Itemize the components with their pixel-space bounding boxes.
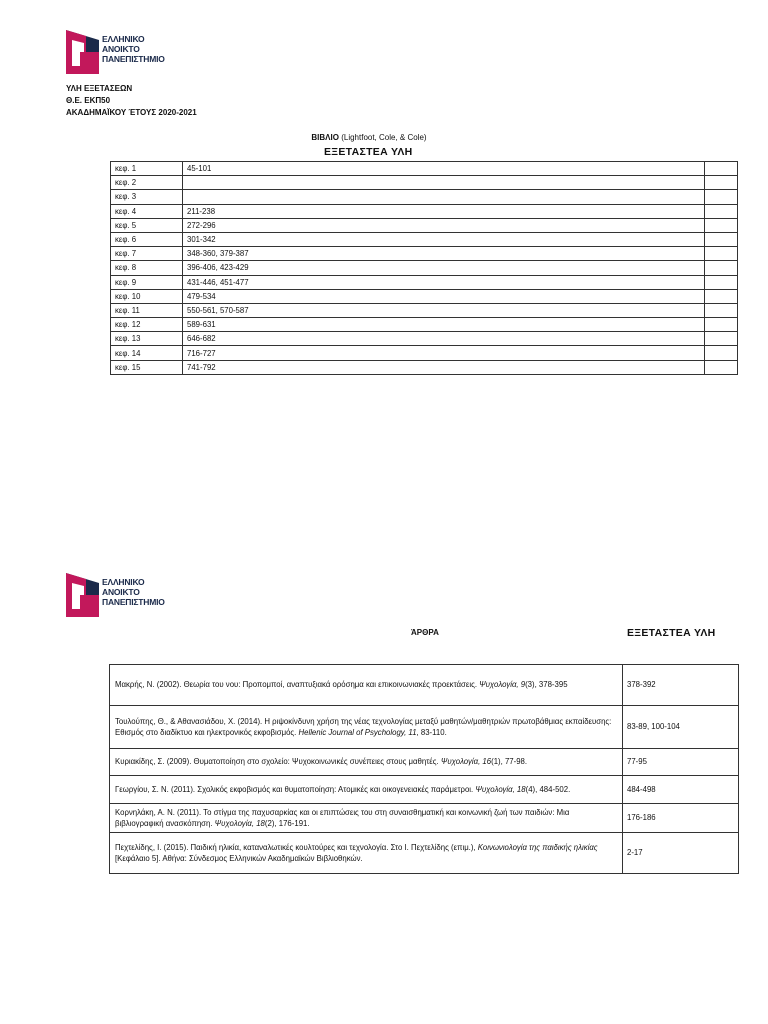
- reference-cell: [110, 833, 623, 874]
- chapter-cell: κεφ. 6: [111, 232, 183, 246]
- reference-suffix: (4), 484-502.: [525, 784, 571, 794]
- book-title: [0, 133, 738, 142]
- table-row: [111, 247, 738, 261]
- chapter-cell: κεφ. 8: [111, 261, 183, 275]
- pages-cell: 431-446, 451-477: [183, 275, 705, 289]
- table-row: [111, 275, 738, 289]
- reference-text: Πεχτελίδης, Ι. (2015). Παιδική ηλικία, καταναλωτικές κουλτούρες και τεχνολογία. Στο Ι. Πεχτελίδης (επιμ.),: [115, 842, 478, 852]
- pages-cell: 646-682: [183, 332, 705, 346]
- empty-cell: [705, 332, 738, 346]
- empty-cell: [705, 275, 738, 289]
- reference-suffix: [Κεφάλαιο 5]. Αθήνα: Σύνδεσμος Ελληνικών Ακαδημαϊκών Βιβλιοθηκών.: [115, 854, 363, 863]
- pages-cell: 589-631: [183, 318, 705, 332]
- chapters-table: [110, 161, 738, 375]
- empty-cell: [705, 204, 738, 218]
- pages-cell: 176-186: [623, 804, 739, 833]
- table-row: [111, 204, 738, 218]
- empty-cell: [705, 346, 738, 360]
- pages-cell: 77-95: [623, 749, 739, 776]
- logo-line-2: ΑΝΟΙΚΤΟ: [102, 587, 140, 597]
- chapter-cell: κεφ. 13: [111, 332, 183, 346]
- table-row: [111, 232, 738, 246]
- pages-cell: 211-238: [183, 204, 705, 218]
- reference-suffix: (2), 176-191.: [264, 819, 310, 828]
- eap-logo-icon: [66, 573, 99, 617]
- chapter-cell: κεφ. 14: [111, 346, 183, 360]
- table-row: [110, 804, 739, 833]
- reference-text: Μακρής, Ν. (2002). Θεωρία του νου: Προπομποί, αναπτυξιακά ορόσημα και επικοινωνιακές προεκτάσεις.: [115, 680, 480, 690]
- header-line-2: Θ.Ε. ΕΚΠ50: [66, 96, 111, 105]
- empty-cell: [705, 303, 738, 317]
- logo-line-1: ΕΛΛΗΝΙΚΟ: [102, 577, 145, 587]
- pages-cell: 45-101: [183, 162, 705, 176]
- table-row: [111, 346, 738, 360]
- university-logo-2: [66, 573, 165, 617]
- chapter-cell: κεφ. 3: [111, 190, 183, 204]
- reference-journal: Ψυχολογία, 18: [214, 819, 265, 828]
- chapter-cell: κεφ. 1: [111, 162, 183, 176]
- logo-line-1: ΕΛΛΗΝΙΚΟ: [102, 34, 145, 44]
- table-row: [111, 318, 738, 332]
- chapter-cell: κεφ. 2: [111, 176, 183, 190]
- reference-text: Γεωργίου, Σ. Ν. (2011). Σχολικός εκφοβισμός και θυματοποίηση: Ατομικές και οικογενειακές παράμετροι.: [115, 784, 476, 794]
- empty-cell: [705, 232, 738, 246]
- exam-title-articles: ΕΞΕΤΑΣΤΕΑ ΥΛΗ: [627, 627, 716, 639]
- table-row: [111, 218, 738, 232]
- table-row: [110, 776, 739, 804]
- reference-journal: Ψυχολογία, 9: [479, 680, 526, 690]
- reference-cell: [110, 706, 623, 749]
- exam-title-book: ΕΞΕΤΑΣΤΕΑ ΥΛΗ: [324, 146, 413, 158]
- reference-cell: [110, 665, 623, 706]
- document-header: [66, 83, 197, 119]
- pages-cell: 301-342: [183, 232, 705, 246]
- reference-suffix: (1), 77-98.: [491, 757, 528, 767]
- table-row: [111, 176, 738, 190]
- reference-journal: Ψυχολογία, 16: [440, 757, 492, 767]
- chapter-cell: κεφ. 9: [111, 275, 183, 289]
- pages-cell: 484-498: [623, 776, 739, 804]
- reference-cell: [110, 749, 623, 776]
- empty-cell: [705, 218, 738, 232]
- empty-cell: [705, 360, 738, 374]
- chapter-cell: κεφ. 4: [111, 204, 183, 218]
- reference-journal: Ψυχολογία, 18: [475, 784, 526, 794]
- book-authors: (Lightfoot, Cole, & Cole): [341, 133, 427, 142]
- header-line-3: ΑΚΑΔΗΜΑΪΚΟΥ ΈΤΟΥΣ 2020-2021: [66, 108, 197, 117]
- reference-text: Κυριακίδης, Σ. (2009). Θυματοποίηση στο σχολείο: Ψυχοκοινωνικές συνέπειες στους μαθητές.: [115, 757, 441, 767]
- reference-cell: [110, 776, 623, 804]
- empty-cell: [705, 261, 738, 275]
- pages-cell: 396-406, 423-429: [183, 261, 705, 275]
- chapter-cell: κεφ. 15: [111, 360, 183, 374]
- pages-cell: 378-392: [623, 665, 739, 706]
- reference-cell: [110, 804, 623, 833]
- articles-label: ΆΡΘΡΑ: [411, 628, 439, 637]
- pages-cell: 83-89, 100-104: [623, 706, 739, 749]
- pages-cell: 272-296: [183, 218, 705, 232]
- table-row: [111, 261, 738, 275]
- reference-journal: Κοινωνιολογία της παιδικής ηλικίας: [477, 842, 598, 852]
- pages-cell: [183, 176, 705, 190]
- reference-text: Τουλούπης, Θ., & Αθανασιάδου, Χ. (2014). Η ριψοκίνδυνη χρήση της νέας τεχνολογίας μεταξύ μαθητών/μαθητριών πρωτοβάθμιας εκπαίδευσης: Εθισμός στο διαδίκτυο και ηλεκτρονικός εκφοβισμός.: [115, 716, 612, 737]
- table-row: [110, 706, 739, 749]
- pages-cell: 2-17: [623, 833, 739, 874]
- table-row: [111, 360, 738, 374]
- university-logo: [66, 30, 165, 74]
- table-row: [111, 162, 738, 176]
- empty-cell: [705, 289, 738, 303]
- chapter-cell: κεφ. 7: [111, 247, 183, 261]
- pages-cell: 550-561, 570-587: [183, 303, 705, 317]
- logo-line-2: ΑΝΟΙΚΤΟ: [102, 44, 140, 54]
- empty-cell: [705, 318, 738, 332]
- pages-cell: 479-534: [183, 289, 705, 303]
- reference-suffix: (3), 378-395: [525, 680, 568, 690]
- table-row: [111, 190, 738, 204]
- pages-cell: [183, 190, 705, 204]
- reference-journal: Hellenic Journal of Psychology, 11: [298, 728, 417, 737]
- chapter-cell: κεφ. 12: [111, 318, 183, 332]
- eap-logo-icon: [66, 30, 99, 74]
- reference-text: Κορνηλάκη, Α. Ν. (2011). Το στίγμα της παχυσαρκίας και οι επιπτώσεις του στη συναισθηματική και κοινωνική ζωή των παιδιών: Μια βιβλιογραφική ανασκόπηση.: [115, 807, 570, 828]
- table-row: [111, 332, 738, 346]
- table-row: [110, 665, 739, 706]
- pages-cell: 741-792: [183, 360, 705, 374]
- empty-cell: [705, 162, 738, 176]
- chapter-cell: κεφ. 5: [111, 218, 183, 232]
- empty-cell: [705, 176, 738, 190]
- articles-table: [109, 664, 739, 874]
- book-label: ΒΙΒΛΙΟ: [311, 133, 339, 142]
- logo-line-3: ΠΑΝΕΠΙΣΤΗΜΙΟ: [102, 597, 165, 607]
- logo-line-3: ΠΑΝΕΠΙΣΤΗΜΙΟ: [102, 54, 165, 64]
- table-row: [111, 303, 738, 317]
- table-row: [110, 833, 739, 874]
- pages-cell: 716-727: [183, 346, 705, 360]
- empty-cell: [705, 190, 738, 204]
- header-line-1: ΥΛΗ ΕΞΕΤΑΣΕΩΝ: [66, 84, 133, 93]
- chapter-cell: κεφ. 10: [111, 289, 183, 303]
- pages-cell: 348-360, 379-387: [183, 247, 705, 261]
- table-row: [110, 749, 739, 776]
- table-row: [111, 289, 738, 303]
- reference-suffix: , 83-110.: [416, 728, 447, 737]
- chapter-cell: κεφ. 11: [111, 303, 183, 317]
- empty-cell: [705, 247, 738, 261]
